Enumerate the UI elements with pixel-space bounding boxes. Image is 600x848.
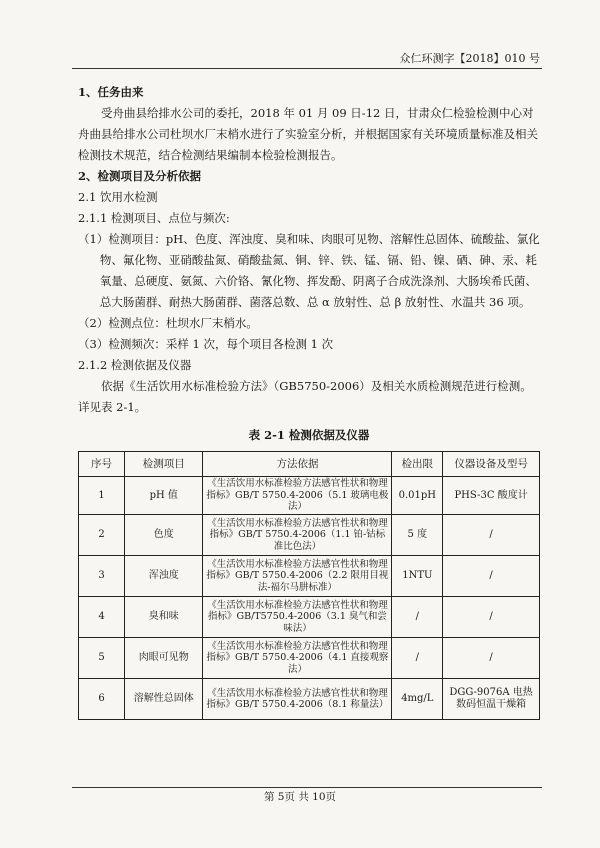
row-item: 肉眼可见物 <box>125 638 203 679</box>
section-1-heading: 1、任务由来 <box>78 85 144 99</box>
row-method: 《生活饮用水标准检验方法感官性状和物理指标》GB/T 5750.4-2006（5.1 玻璃电极法） <box>203 477 392 515</box>
row-limit: 0.01pH <box>392 477 443 515</box>
col-header-method: 方法依据 <box>203 452 392 477</box>
section-2-heading: 2、检测项目及分析依据 <box>78 169 202 183</box>
row-limit: / <box>392 638 443 679</box>
table-row <box>79 515 540 556</box>
table-row <box>79 597 540 638</box>
col-header-item: 检测项目 <box>125 452 203 477</box>
row-no: 1 <box>79 477 125 515</box>
col-header-limit: 检出限 <box>392 452 443 477</box>
row-instrument: PHS-3C 酸度计 <box>443 477 540 515</box>
row-no: 3 <box>79 556 125 597</box>
row-no: 4 <box>79 597 125 638</box>
detection-site: （2）检测点位：杜坝水厂末梢水。 <box>78 316 258 330</box>
page-number: 第 5页 共 10页 <box>263 791 337 803</box>
row-method: 《生活饮用水标准检验方法感官性状和物理指标》GB/T 5750.4-2006（8.1 称量法） <box>203 679 392 720</box>
table-row <box>79 556 540 597</box>
basis-paragraph: 依据《生活饮用水标准检验方法》（GB5750-2006）及相关水质检测规范进行检测。详见表 2-1。 <box>78 379 532 414</box>
section-1-paragraph: 受舟曲县给排水公司的委托，2018 年 01 月 09 日-12 日，甘肃众仁检验检测中心对舟曲县给排水公司杜坝水厂末梢水进行了实验室分析，并根据国家有关环境质量标准及相关检测技术规范，结合检测结果编制本检验检测报告。 <box>78 106 538 162</box>
report-body <box>78 82 540 720</box>
row-no: 5 <box>79 638 125 679</box>
detection-items: （1）检测项目：pH、色度、浑浊度、臭和味、肉眼可见物、溶解性总固体、硫酸盐、氯化物、氟化物、亚硝酸盐氮、硝酸盐氮、铜、锌、铁、锰、镉、铅、镍、硒、砷、汞、耗氧量、总硬度、氨氮、六价铬、氰化物、挥发酚、阴离子合成洗涤剂、大肠埃希氏菌、总大肠菌群、耐热大肠菌群、菌落总数、总 α 放射性、总 β 放射性、水温共 36 项。 <box>78 232 540 309</box>
table-caption: 表 2-1 检测依据及仪器 <box>248 428 370 442</box>
table-header-row <box>79 452 540 477</box>
row-limit: / <box>392 597 443 638</box>
document-number: 众仁环测字【2018】010 号 <box>399 52 540 65</box>
row-limit: 4mg/L <box>392 679 443 720</box>
row-no: 6 <box>79 679 125 720</box>
row-item: 溶解性总固体 <box>125 679 203 720</box>
row-instrument: / <box>443 515 540 556</box>
subsection-2-1: 2.1 饮用水检测 <box>78 190 158 204</box>
table-row <box>79 638 540 679</box>
col-header-instrument: 仪器设备及型号 <box>443 452 540 477</box>
row-item: pH 值 <box>125 477 203 515</box>
row-instrument: / <box>443 556 540 597</box>
table-row <box>79 477 540 515</box>
header-rule <box>72 68 542 69</box>
row-method: 《生活饮用水标准检验方法感官性状和物理指标》GB/T5750.4-2006（3.1 臭气和尝味法） <box>203 597 392 638</box>
col-header-no: 序号 <box>79 452 125 477</box>
row-method: 《生活饮用水标准检验方法感官性状和物理指标》GB/T 5750.4-2006（2.2 限用目视法-福尔马肼标准） <box>203 556 392 597</box>
method-table <box>78 451 540 720</box>
row-method: 《生活饮用水标准检验方法感官性状和物理指标》GB/T 5750.4-2006（4.1 直接观察法） <box>203 638 392 679</box>
subsection-2-1-2: 2.1.2 检测依据及仪器 <box>78 358 192 372</box>
row-limit: 1NTU <box>392 556 443 597</box>
row-item: 浑浊度 <box>125 556 203 597</box>
row-instrument: / <box>443 597 540 638</box>
detection-frequency: （3）检测频次：采样 1 次，每个项目各检测 1 次 <box>78 337 334 351</box>
subsection-2-1-1: 2.1.1 检测项目、点位与频次: <box>78 211 230 225</box>
row-item: 臭和味 <box>125 597 203 638</box>
table-row <box>79 679 540 720</box>
row-no: 2 <box>79 515 125 556</box>
row-method: 《生活饮用水标准检验方法感官性状和物理指标》GB/T 5750.4-2006（1.1 铂-钴标准比色法） <box>203 515 392 556</box>
row-instrument: DGG-9076A 电热数码恒温干燥箱 <box>443 679 540 720</box>
row-limit: 5 度 <box>392 515 443 556</box>
footer-rule <box>72 787 542 788</box>
row-instrument: / <box>443 638 540 679</box>
row-item: 色度 <box>125 515 203 556</box>
